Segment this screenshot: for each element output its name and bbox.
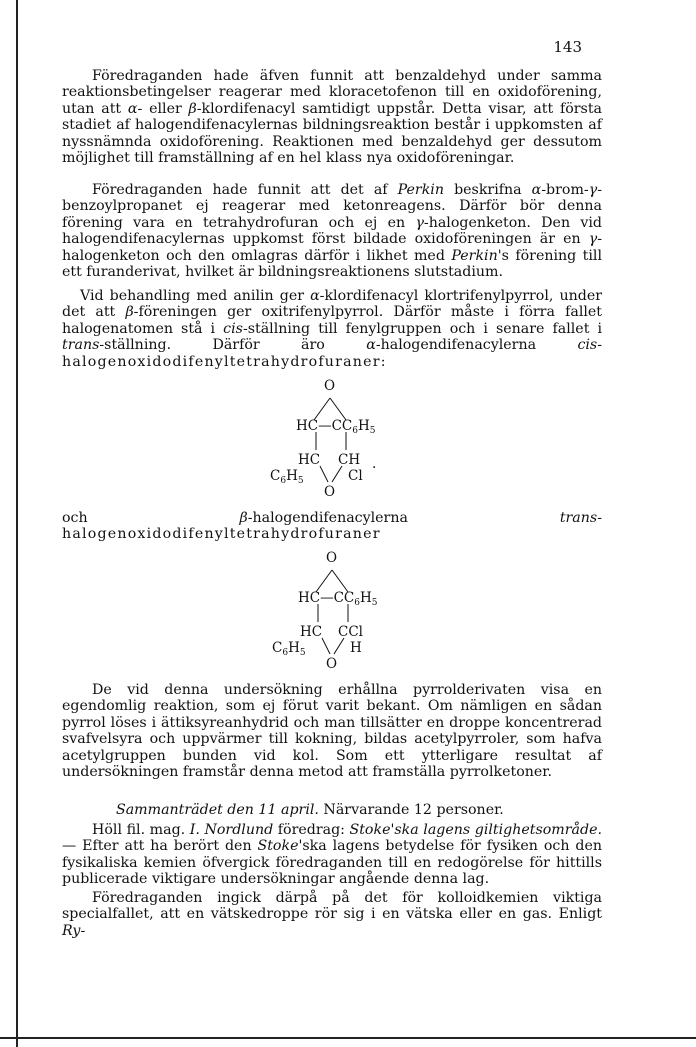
paragraph-4: och β-halogendifenacylerna trans- halogenoxidodifenyltetrahydrofuraner [62,510,602,543]
formula-cis-cl: Cl [348,468,363,484]
formula-cis-hc: HC [298,452,321,468]
formula-trans-o-bottom: O [326,656,338,672]
formula-cis-o-bottom: O [324,484,336,500]
paragraph-7: Höll fil. mag. I. Nordlund föredrag: Stoke'ska lagens giltighetsområde. — Efter att ha berört den Stoke'ska lagens betydelse för fysiken och den fysikaliska kemien öfvergick föredraganden till en redogörelse för hittills publicerade viktigare undersökningar angående denna lag. [62,822,603,888]
structural-formula-cis [268,376,408,506]
structural-formula-trans [270,548,410,678]
paragraph-1: Föredraganden hade äfven funnit att benzaldehyd under samma reaktionsbetingelser reagerar med kloracetofenon till en oxidoförening, utan att α- eller β-klordifenacyl samtidigt uppstår. Detta visar, att första stadiet af halogendifenacylernas bildningsreaktion består i uppkomsten af nyssnämnda oxidoförening. Reaktionen med benzaldehyd ger dessutom möjlighet till framställning af en hel klass nya oxidoföreningar. [62,68,602,167]
page-bottom-edge [0,1037,696,1039]
page-number: 143 [553,38,582,56]
formula-cis-ch: CH [338,452,361,468]
meeting-heading: Sammanträdet den 11 april. Närvarande 12 personer. [116,802,504,818]
formula-trans-h: H [350,640,362,656]
formula-cis-hc-cc: $HC—CC_6H_5$ [296,418,376,436]
formula-trans-hc: HC [300,624,323,640]
page-left-edge [16,0,18,1047]
paragraph-3: Vid behandling med anilin ger α-klordifenacyl klortrifenylpyrrol, under det att β-föreningen ger oxitrifenylpyrrol. Därför måste i förra fallet halogenatomen stå i cis-ställning till fenylgruppen och i senare fallet i trans-ställning. Därför äro α-halogendifenacylerna cis-halogenoxidodifenyltetrahydrofuraner: [62,288,602,370]
formula-trans-hc-cc: $HC—CC_6H_5$ [298,590,378,608]
paragraph-2: Föredraganden hade funnit att det af Perkin beskrifna α-brom-γ-benzoylpropanet ej reagerar med ketonreagens. Därför bör denna förening vara en tetrahydrofuran och ej en γ-halogenketon. Den vid halogendifenacylernas uppkomst först bildade oxidoföreningen är en γ-halogenketon och den omlagras därför i likhet med Perkin's förening till ett furanderivat, hvilket är bildningsreaktionens slutstadium. [62,182,603,281]
formula-trans-ccl: CCl [338,624,363,640]
formula-cis-c6h5: $C_6H_5$ [270,468,304,486]
paragraph-5: De vid denna undersökning erhållna pyrrolderivaten visa en egendomlig reaktion, som ej förut varit bekant. Om nämligen en sådan pyrrol löses i ättiksyreanhydrid och man tillsätter en droppe koncentrerad svafvelsyra och uppvärmer till kokning, bildas acetylpyrroler, som hafva acetylgruppen bunden vid kol. Som ett ytterligare resultat af undersökningen framstår denna metod att framställa pyrrolketoner. [62,682,602,781]
paragraph-8: Föredraganden ingick därpå på det för kolloidkemien viktiga specialfallet, att en vätskedroppe rör sig i en vätska eller en gas. Enligt Ry- [62,890,602,939]
formula-trans-o-top: O [326,550,338,566]
formula-cis-o-top: O [324,378,336,394]
formula-trans-c6h5: $C_6H_5$ [272,640,306,658]
formula-cis-dot: . [372,456,377,472]
